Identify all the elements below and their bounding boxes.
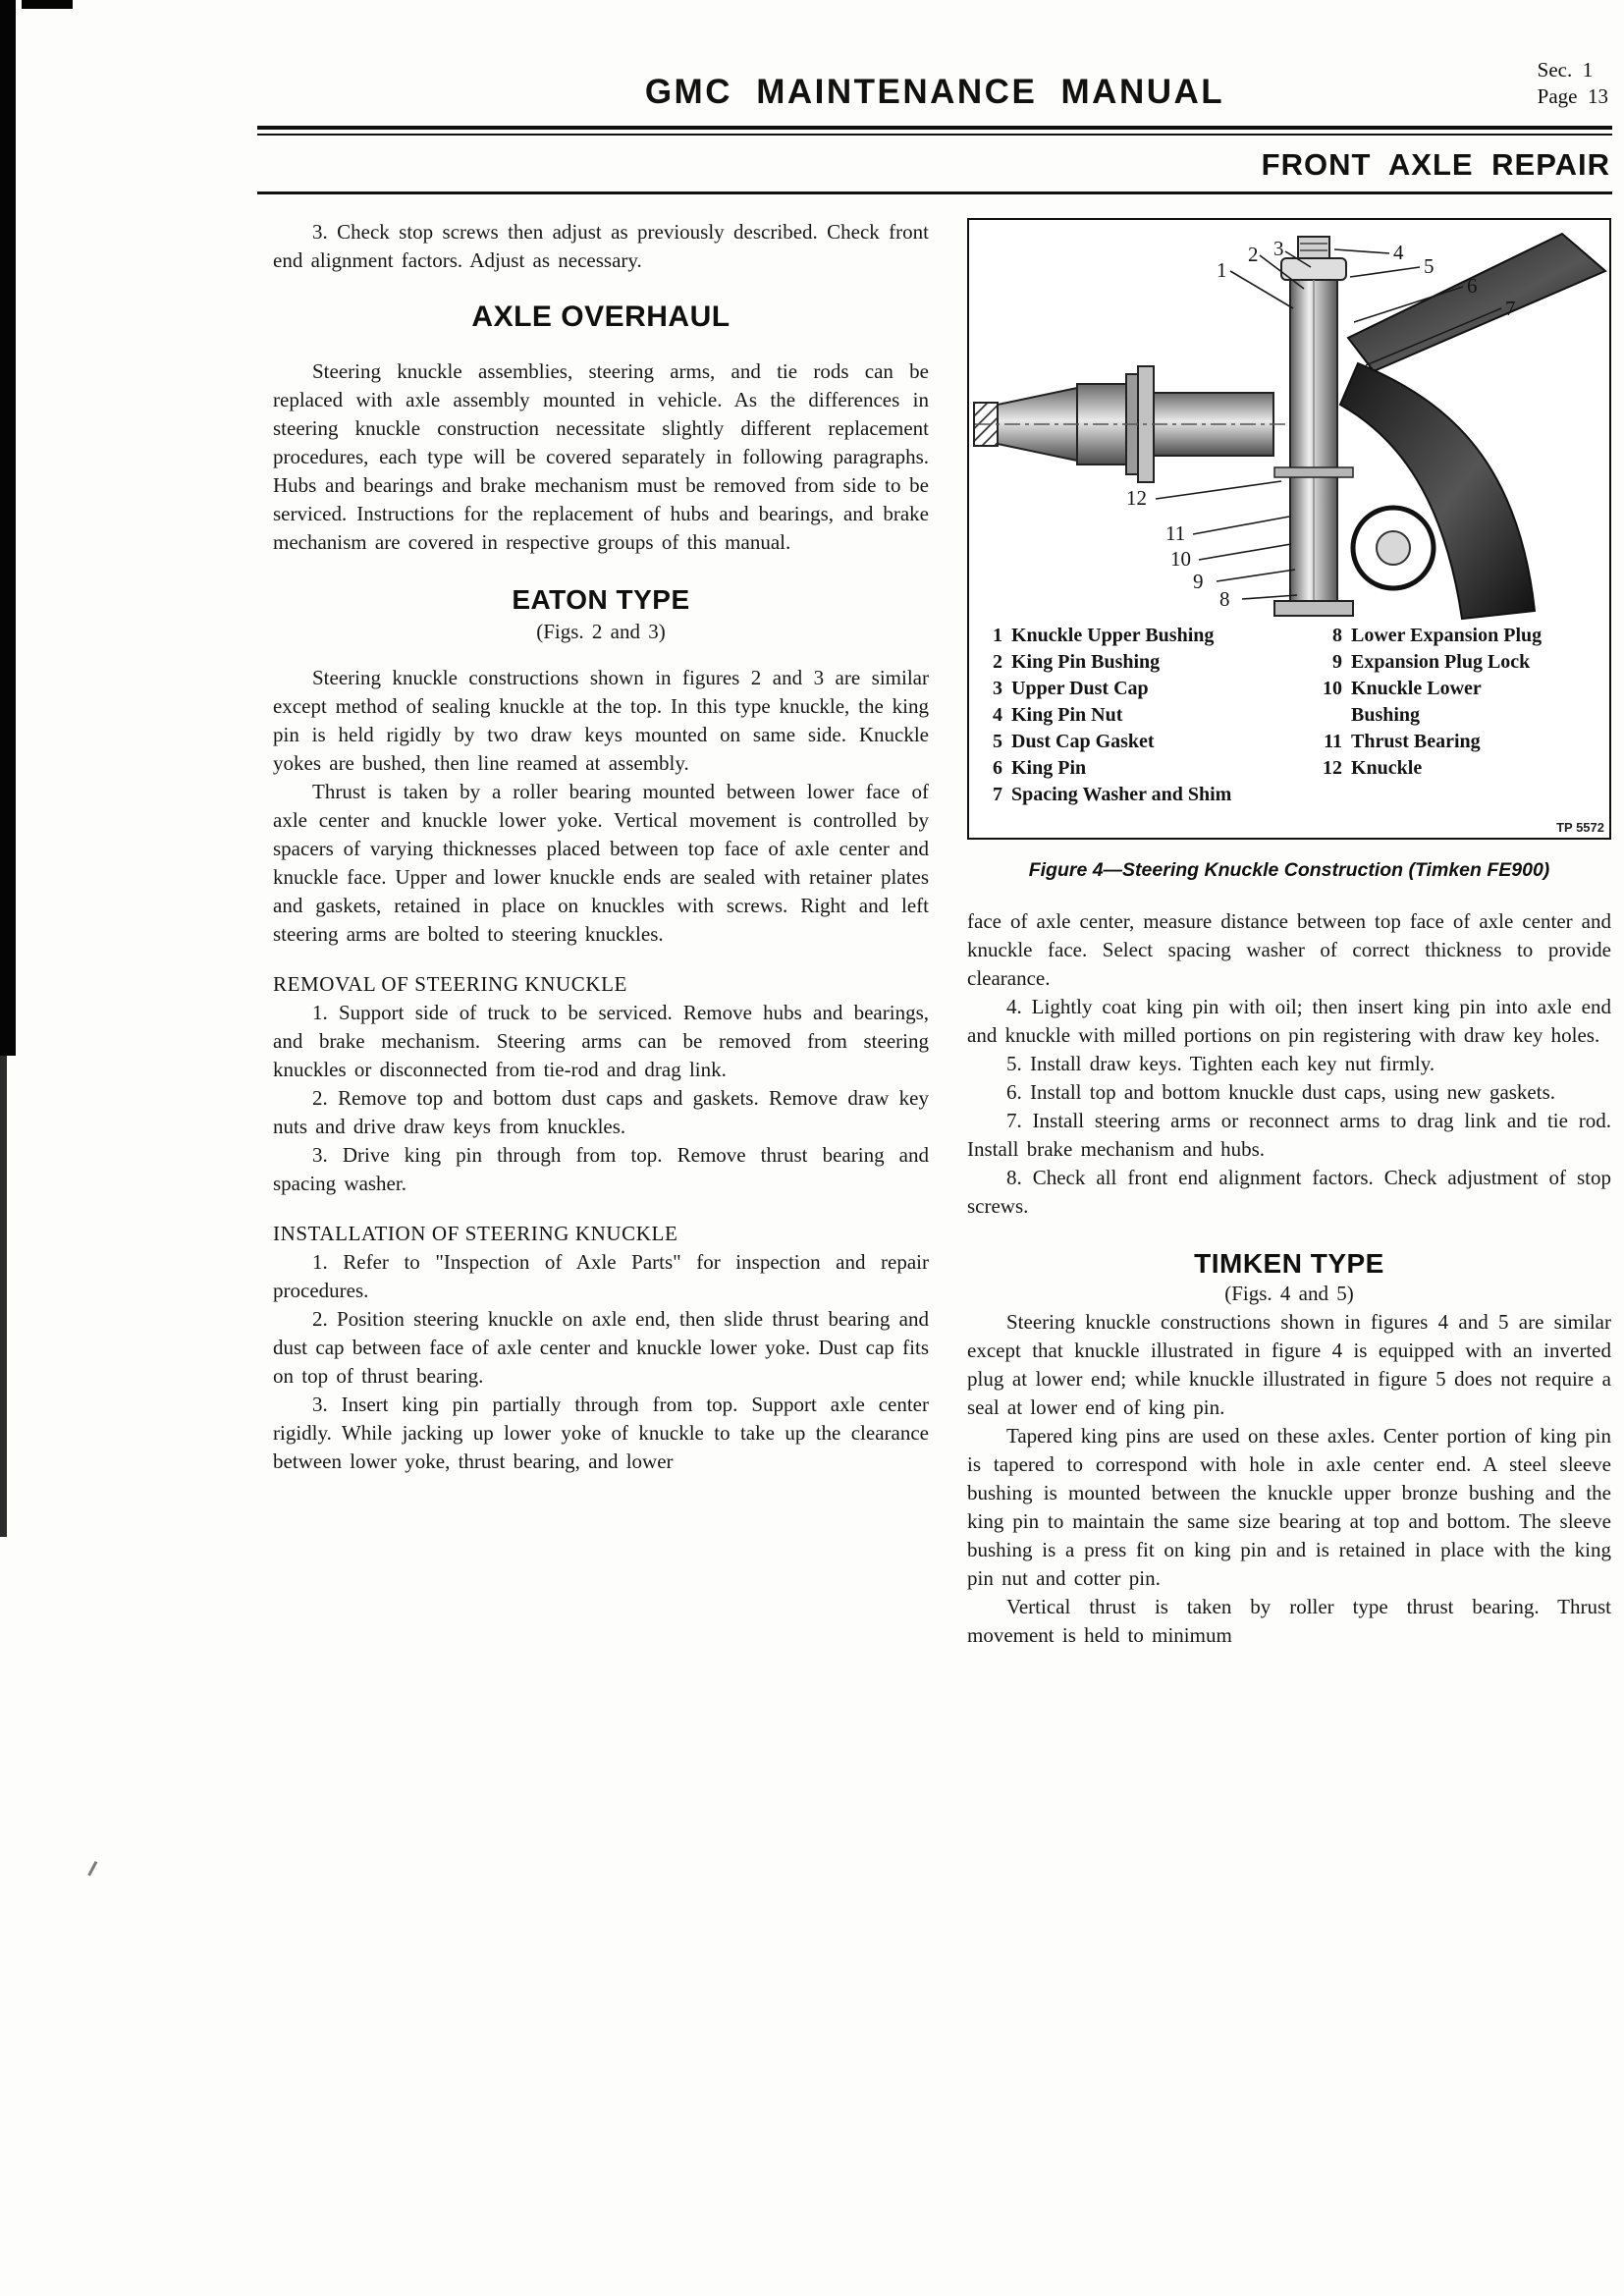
paragraph-step3-continued: 3. Check stop screws then adjust as previously described. Check front end alignment factors. Adjust as necessary.: [273, 220, 929, 272]
legend-item: [1315, 755, 1599, 782]
legend-num: 3: [993, 678, 1002, 699]
paragraph-step3-runover: face of axle center, measure distance between top face of axle center and knuckle face. Select spacing washer of correct thickness to provide clearance.: [967, 909, 1611, 990]
install-step-4: 4. Lightly coat king pin with oil; then insert king pin into axle end and knuckle with milled portions on pin registering with draw key holes.: [967, 995, 1611, 1047]
legend-num: 5: [993, 731, 1002, 752]
legend-num: 2: [993, 651, 1002, 673]
paragraph-eaton-1: Steering knuckle constructions shown in figures 2 and 3 are similar except method of sealing knuckle at the top. In this type knuckle, the king pin is held rigidly by two draw keys mounted on same side. Knuckle yokes are bushed, then line reamed at assembly.: [273, 666, 929, 775]
right-column-text: [967, 907, 1611, 1650]
paragraph-timken-1: Steering knuckle constructions shown in figures 4 and 5 are similar except that knuckle illustrated in figure 4 is equipped with an inverted plug at lower end; while knuckle illustrated in figure 5 does not require a seal at lower end of king pin.: [967, 1310, 1611, 1419]
legend-item: [1315, 649, 1599, 676]
heading-timken-type: TIMKEN TYPE: [1194, 1248, 1384, 1279]
heading-installation: INSTALLATION OF STEERING KNUCKLE: [273, 1222, 678, 1245]
eaton-figure-refs: [273, 618, 929, 646]
legend-column-right: [1315, 623, 1599, 808]
callout-12: 12: [1126, 486, 1147, 510]
callout-1: 1: [1217, 258, 1227, 282]
king-pin-assembly: [1274, 237, 1353, 616]
legend-item: [1315, 676, 1599, 729]
scan-edge-artifact-lower: [0, 1056, 7, 1537]
callout-3: 3: [1273, 237, 1284, 260]
timken-figure-refs: (Figs. 4 and 5): [1224, 1282, 1354, 1305]
callout-8: 8: [1219, 587, 1230, 611]
legend-label: Thrust Bearing: [1351, 731, 1481, 752]
callout-4: 4: [1393, 241, 1404, 264]
callout-10: 10: [1170, 547, 1191, 571]
legend-num: 8: [1332, 625, 1342, 646]
heading-axle-overhaul: AXLE OVERHAUL: [471, 301, 731, 333]
scan-top-artifact: [22, 0, 73, 9]
callout-2: 2: [1248, 243, 1259, 266]
install-step-1: 1. Refer to "Inspection of Axle Parts" for inspection and repair procedures.: [273, 1250, 929, 1302]
eaton-figs-text: (Figs. 2 and 3): [536, 620, 666, 643]
callout-7: 7: [1505, 297, 1516, 320]
legend-item: [975, 649, 1315, 676]
install-step-5: 5. Install draw keys. Tighten each key nut firmly.: [1006, 1052, 1435, 1075]
legend-label: Upper Dust Cap: [1011, 678, 1149, 699]
callout-9: 9: [1193, 570, 1204, 593]
page-number: Page 13: [1537, 84, 1608, 108]
legend-label: Knuckle Lower Bushing: [1351, 678, 1482, 726]
heading-eaton-type: EATON TYPE: [512, 584, 690, 615]
legend-num: 12: [1323, 757, 1342, 779]
figure-4-box: [967, 218, 1611, 840]
photo-reference-number: TP 5572: [1556, 820, 1604, 835]
removal-step-3: 3. Drive king pin through from top. Remove thrust bearing and spacing washer.: [273, 1143, 929, 1195]
right-column: [967, 218, 1611, 1650]
masthead: [257, 57, 1612, 194]
legend-item: [1315, 623, 1599, 649]
legend-num: 6: [993, 757, 1002, 779]
section-number: Sec. 1: [1537, 58, 1594, 82]
tie-rod-eye-bore: [1377, 531, 1410, 565]
removal-step-1: 1. Support side of truck to be serviced. Remove hubs and bearings, and brake mechanism. Steering arms can be removed from steering knuckles or disconnected from tie-rod and drag link.: [273, 1001, 929, 1081]
manual-title: GMC MAINTENANCE MANUAL: [644, 73, 1225, 111]
paragraph-eaton-2: Thrust is taken by a roller bearing mounted between lower face of axle center and knuckle lower yoke. Vertical movement is controlled by spacers of varying thicknesses placed between top face of axle center and knuckle face. Upper and lower knuckle ends are sealed with retainer plates and gaskets, retained in place on knuckles with screws. Right and left steering arms are bolted to steering knuckles.: [273, 780, 929, 946]
callout-6: 6: [1467, 274, 1478, 298]
chapter-rule: [257, 191, 1612, 194]
paragraph-overhaul: Steering knuckle assemblies, steering arms, and tie rods can be replaced with axle assembly mounted in vehicle. As the differences in steering knuckle construction necessitate slightly different replacement procedures, each type will be covered separately in following paragraphs. Hubs and bearings and brake mechanism must be removed from side to be serviced. Instructions for the replacement of hubs and bearings, and brake mechanism are covered in respective groups of this manual.: [273, 359, 929, 554]
paragraph-timken-2: Tapered king pins are used on these axles. Center portion of king pin is tapered to correspond with hole in axle center end. A steel sleeve bushing is mounted between the knuckle upper bronze bushing and the king pin to maintain the same size bearing at top and bottom. The sleeve bushing is a press fit on king pin and is retained in place with the king pin nut and cotter pin.: [967, 1424, 1611, 1590]
legend-num: 7: [993, 784, 1002, 805]
callout-11: 11: [1165, 521, 1186, 545]
legend-item: [975, 702, 1315, 729]
install-step-8: 8. Check all front end alignment factors. Check adjustment of stop screws.: [967, 1166, 1611, 1218]
legend-item: [975, 729, 1315, 755]
install-step-2: 2. Position steering knuckle on axle end, then slide thrust bearing and dust cap between face of axle center and knuckle lower yoke. Dust cap fits on top of thrust bearing.: [273, 1307, 929, 1388]
left-column: [273, 218, 929, 1476]
legend-label: Lower Expansion Plug: [1351, 625, 1543, 646]
legend-num: 4: [993, 704, 1002, 726]
legend-item: [975, 755, 1315, 782]
legend-label: Knuckle Upper Bushing: [1011, 625, 1215, 646]
steering-arm: [1348, 234, 1605, 371]
legend-label: Knuckle: [1351, 757, 1423, 779]
install-step-6: 6. Install top and bottom knuckle dust caps, using new gaskets.: [1006, 1080, 1556, 1104]
legend-label: King Pin: [1011, 757, 1087, 779]
legend-num: 11: [1324, 731, 1342, 752]
legend-label: King Pin Bushing: [1011, 651, 1161, 673]
legend-label: Expansion Plug Lock: [1351, 651, 1531, 673]
paragraph-timken-3: Vertical thrust is taken by roller type thrust bearing. Thrust movement is held to minimum: [967, 1595, 1611, 1647]
legend-item: [975, 676, 1315, 702]
chapter-title: FRONT AXLE REPAIR: [1261, 147, 1610, 182]
scan-edge-artifact: [0, 0, 16, 1056]
section-page-ref: [1538, 57, 1608, 110]
install-step-7: 7. Install steering arms or reconnect arms to drag link and tie rod. Install brake mechanism and hubs.: [967, 1109, 1611, 1161]
legend-num: 1: [993, 625, 1002, 646]
legend-label: King Pin Nut: [1011, 704, 1123, 726]
legend-column-left: [975, 623, 1315, 808]
header-rule-thin: [257, 134, 1612, 136]
removal-step-2: 2. Remove top and bottom dust caps and gaskets. Remove draw key nuts and drive draw keys from knuckles.: [273, 1086, 929, 1138]
legend-item: [975, 782, 1315, 808]
header-rule-thick: [257, 126, 1612, 130]
axle-center-tube: [974, 366, 1293, 482]
legend-label: Dust Cap Gasket: [1011, 731, 1155, 752]
callout-5: 5: [1424, 254, 1435, 278]
figure-caption: Figure 4—Steering Knuckle Construction (Timken FE900): [1028, 859, 1550, 881]
legend-num: 10: [1323, 678, 1342, 699]
legend-num: 9: [1332, 651, 1342, 673]
scan-pencil-mark: [87, 1861, 110, 1883]
legend-item: [1315, 729, 1599, 755]
install-step-3: 3. Insert king pin partially through from top. Support axle center rigidly. While jacking up lower yoke of knuckle to take up the clearance between lower yoke, thrust bearing, and lower: [273, 1393, 929, 1473]
legend-label: Spacing Washer and Shim: [1011, 784, 1232, 805]
legend-item: [975, 623, 1315, 649]
figure-legend: [969, 621, 1609, 838]
heading-removal: REMOVAL OF STEERING KNUCKLE: [273, 972, 627, 996]
steering-knuckle-illustration: [969, 220, 1608, 621]
